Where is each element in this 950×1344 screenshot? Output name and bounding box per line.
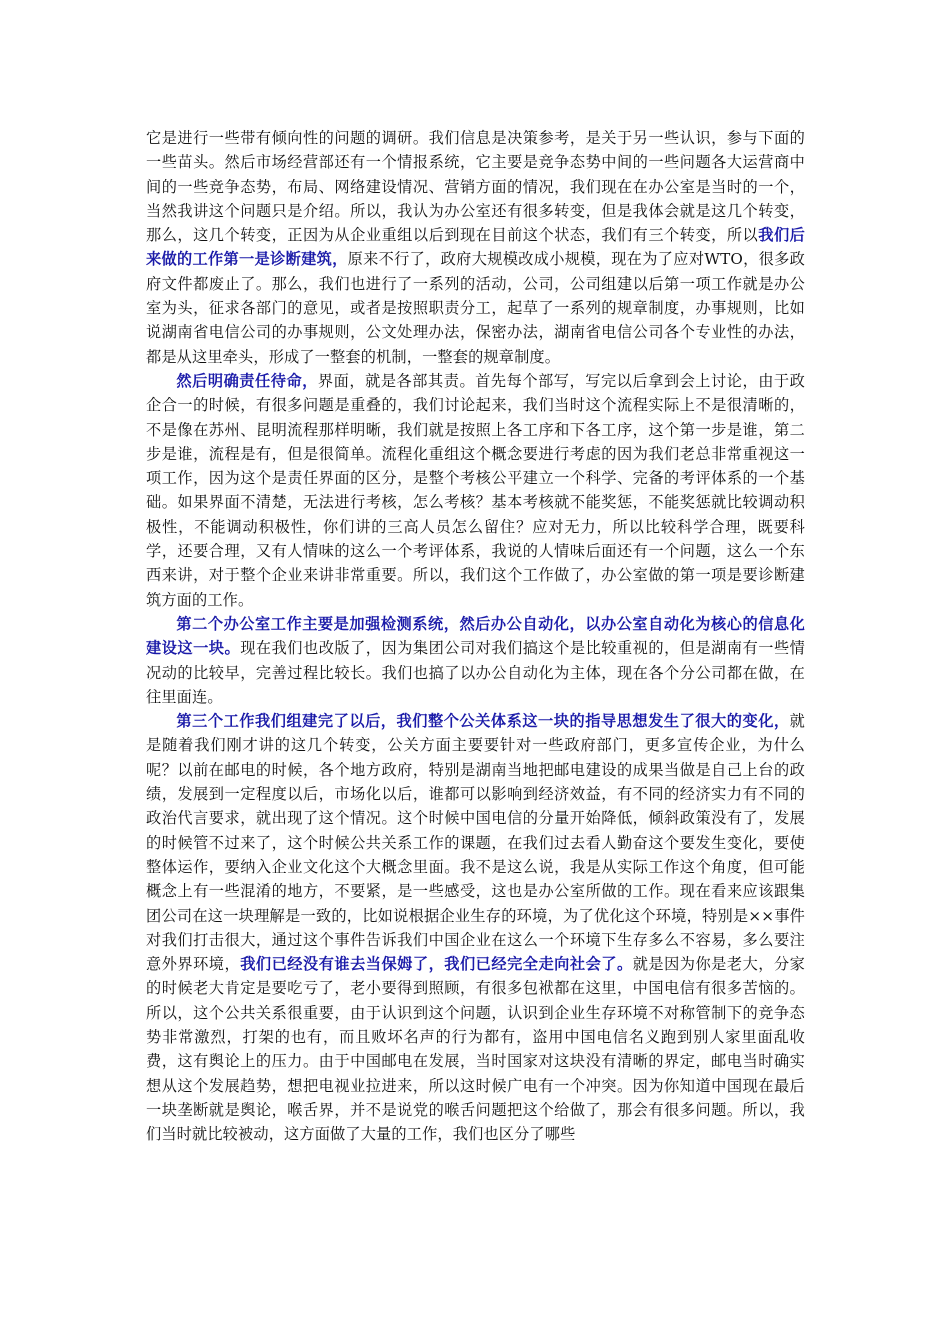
- paragraph-3-text-1: 现在我们也改版了，因为集团公司对我们搞这个是比较重视的，但是湖南有一些情况动的比较早，完善过程比较长。我们也搞了以办公自动化为主体，现在各个分公司都在做，在往里面连。: [146, 639, 805, 706]
- paragraph-4-text-1: 就是随着我们刚才讲的这几个转变，公关方面主要要针对一些政府部门，更多宣传企业，为什么呢？以前在邮电的时候，各个地方政府，特别是湖南当地把邮电建设的成果当做是自己上台的政绩，发展到一定程度以后，市场化以后，谁都可以影响到经济效益，有不同的经济实力有不同的政治代言要求，就出现了这个情况。这个时候中国电信的分量开始降低，倾斜政策没有了，发展的时候管不过来了，这个时候公共关系工作的课题，在我们过去看人勤奋这个要发生变化，要使整体运作，要纳入企业文化这个大概念里面。我不是这么说，我是从实际工作这个角度，但可能概念上有一些混淆的地方，不要紧，是一些感受，这也是办公室所做的工作。现在看来应该跟集团公司在这一块理解是一致的，比如说根据企业生存的环境，为了优化这个环境，特别是××事件对我们打击很大，通过这个事件告诉我们中国企业在这么一个环境下生存多么不容易，多么要注意外界环境，: [146, 712, 805, 974]
- paragraph-1-emphasis-1: 我们后来做的工作第一是诊断建筑，: [146, 226, 806, 269]
- paragraph-2-text-1: 界面，就是各部其责。首先每个部写，写完以后拿到会上讨论，由于政企合一的时候，有很多问题是重叠的，我们讨论起来，我们当时这个流程实际上不是很清晰的，不是像在苏州、昆明流程那样明晰，我们就是按照上各工序和下各工序，这个第一步是谁，第二步是谁，流程是有，但是很简单。流程化重组这个概念要进行考虑的因为我们老总非常重视这一项工作，因为这个是责任界面的区分，是整个考核公平建立一个科学、完备的考评体系的一个基础。如果界面不清楚，无法进行考核，怎么考核？基本考核就不能奖惩，不能奖惩就比较调动积极性，不能调动积极性，你们讲的三高人员怎么留住？应对无力，所以比较科学合理，既要科学，还要合理，又有人情味的这么一个考评体系，我说的人情味后面还有一个问题，这么一个东西来讲，对于整个企业来讲非常重要。所以，我们这个工作做了，办公室做的第一项是要诊断建筑方面的工作。: [146, 371, 805, 609]
- paragraph-4: [146, 709, 805, 1146]
- paragraph-4-text-2: 就是因为你是老大，分家的时候老大肯定是要吃亏了，老小要得到照顾，有很多包袱都在这里，中国电信有很多苦恼的。所以，这个公共关系很重要，由于认识到这个问题，认识到企业生存环境不对称管制下的竞争态势非常激烈，打架的也有，而且败坏名声的行为都有，盗用中国电信名义跑到别人家里面乱收费，这有舆论上的压力。由于中国邮电在发展，当时国家对这块没有清晰的界定，邮电当时确实想从这个发展趋势，想把电视业拉进来，所以这时候广电有一个冲突。因为你知道中国现在最后一块垄断就是舆论，喉舌界，并不是说党的喉舌问题把这个给做了，那会有很多问题。所以，我们当时就比较被动，这方面做了大量的工作，我们也区分了哪些: [146, 955, 806, 1144]
- paragraph-1-text-2: 原来不行了，政府大规模改成小规模，现在为了应对WTO，很多政府文件都废止了。那么，我们也进行了一系列的活动，公司，公司组建以后第一项工作就是办公室为头，征求各部门的意见，或者是按照职责分工，起草了一系列的规章制度，办事规则，比如说湖南省电信公司的办事规则，公文处理办法，保密办法，湖南省电信公司各个专业性的办法，都是从这里牵头，形成了一整套的机制，一整套的规章制度。: [146, 250, 805, 366]
- paragraph-4-emphasis-2: 我们已经没有谁去当保姆了，我们已经完全走向社会了。: [240, 955, 633, 974]
- document-page: [146, 126, 805, 1146]
- paragraph-1: [146, 126, 805, 369]
- paragraph-3: [146, 612, 805, 709]
- paragraph-3-emphasis-1: 第二个办公室工作主要是加强检测系统，然后办公自动化，以办公室自动化为核心的信息化建设这一块。: [146, 614, 805, 658]
- paragraph-2: [146, 369, 805, 612]
- paragraph-1-text-1: 它是进行一些带有倾向性的问题的调研。我们信息是决策参考，是关于另一些认识，参与下面的一些苗头。然后市场经营部还有一个情报系统，它主要是竞争态势中间的一些问题各大运营商中间的一些竞争态势，布局、网络建设情况、营销方面的情况，我们现在在办公室是当时的一个，当然我讲这个问题只是介绍。所以，我认为办公室还有很多转变，但是我体会就是这几个转变，那么，这几个转变，正因为从企业重组以后到现在目前这个状态，我们有三个转变，所以: [146, 129, 805, 245]
- paragraph-2-emphasis-1: 然后明确责任待命，: [176, 371, 318, 390]
- paragraph-4-emphasis-1: 第三个工作我们组建完了以后，我们整个公关体系这一块的指导思想发生了很大的变化，: [176, 712, 790, 731]
